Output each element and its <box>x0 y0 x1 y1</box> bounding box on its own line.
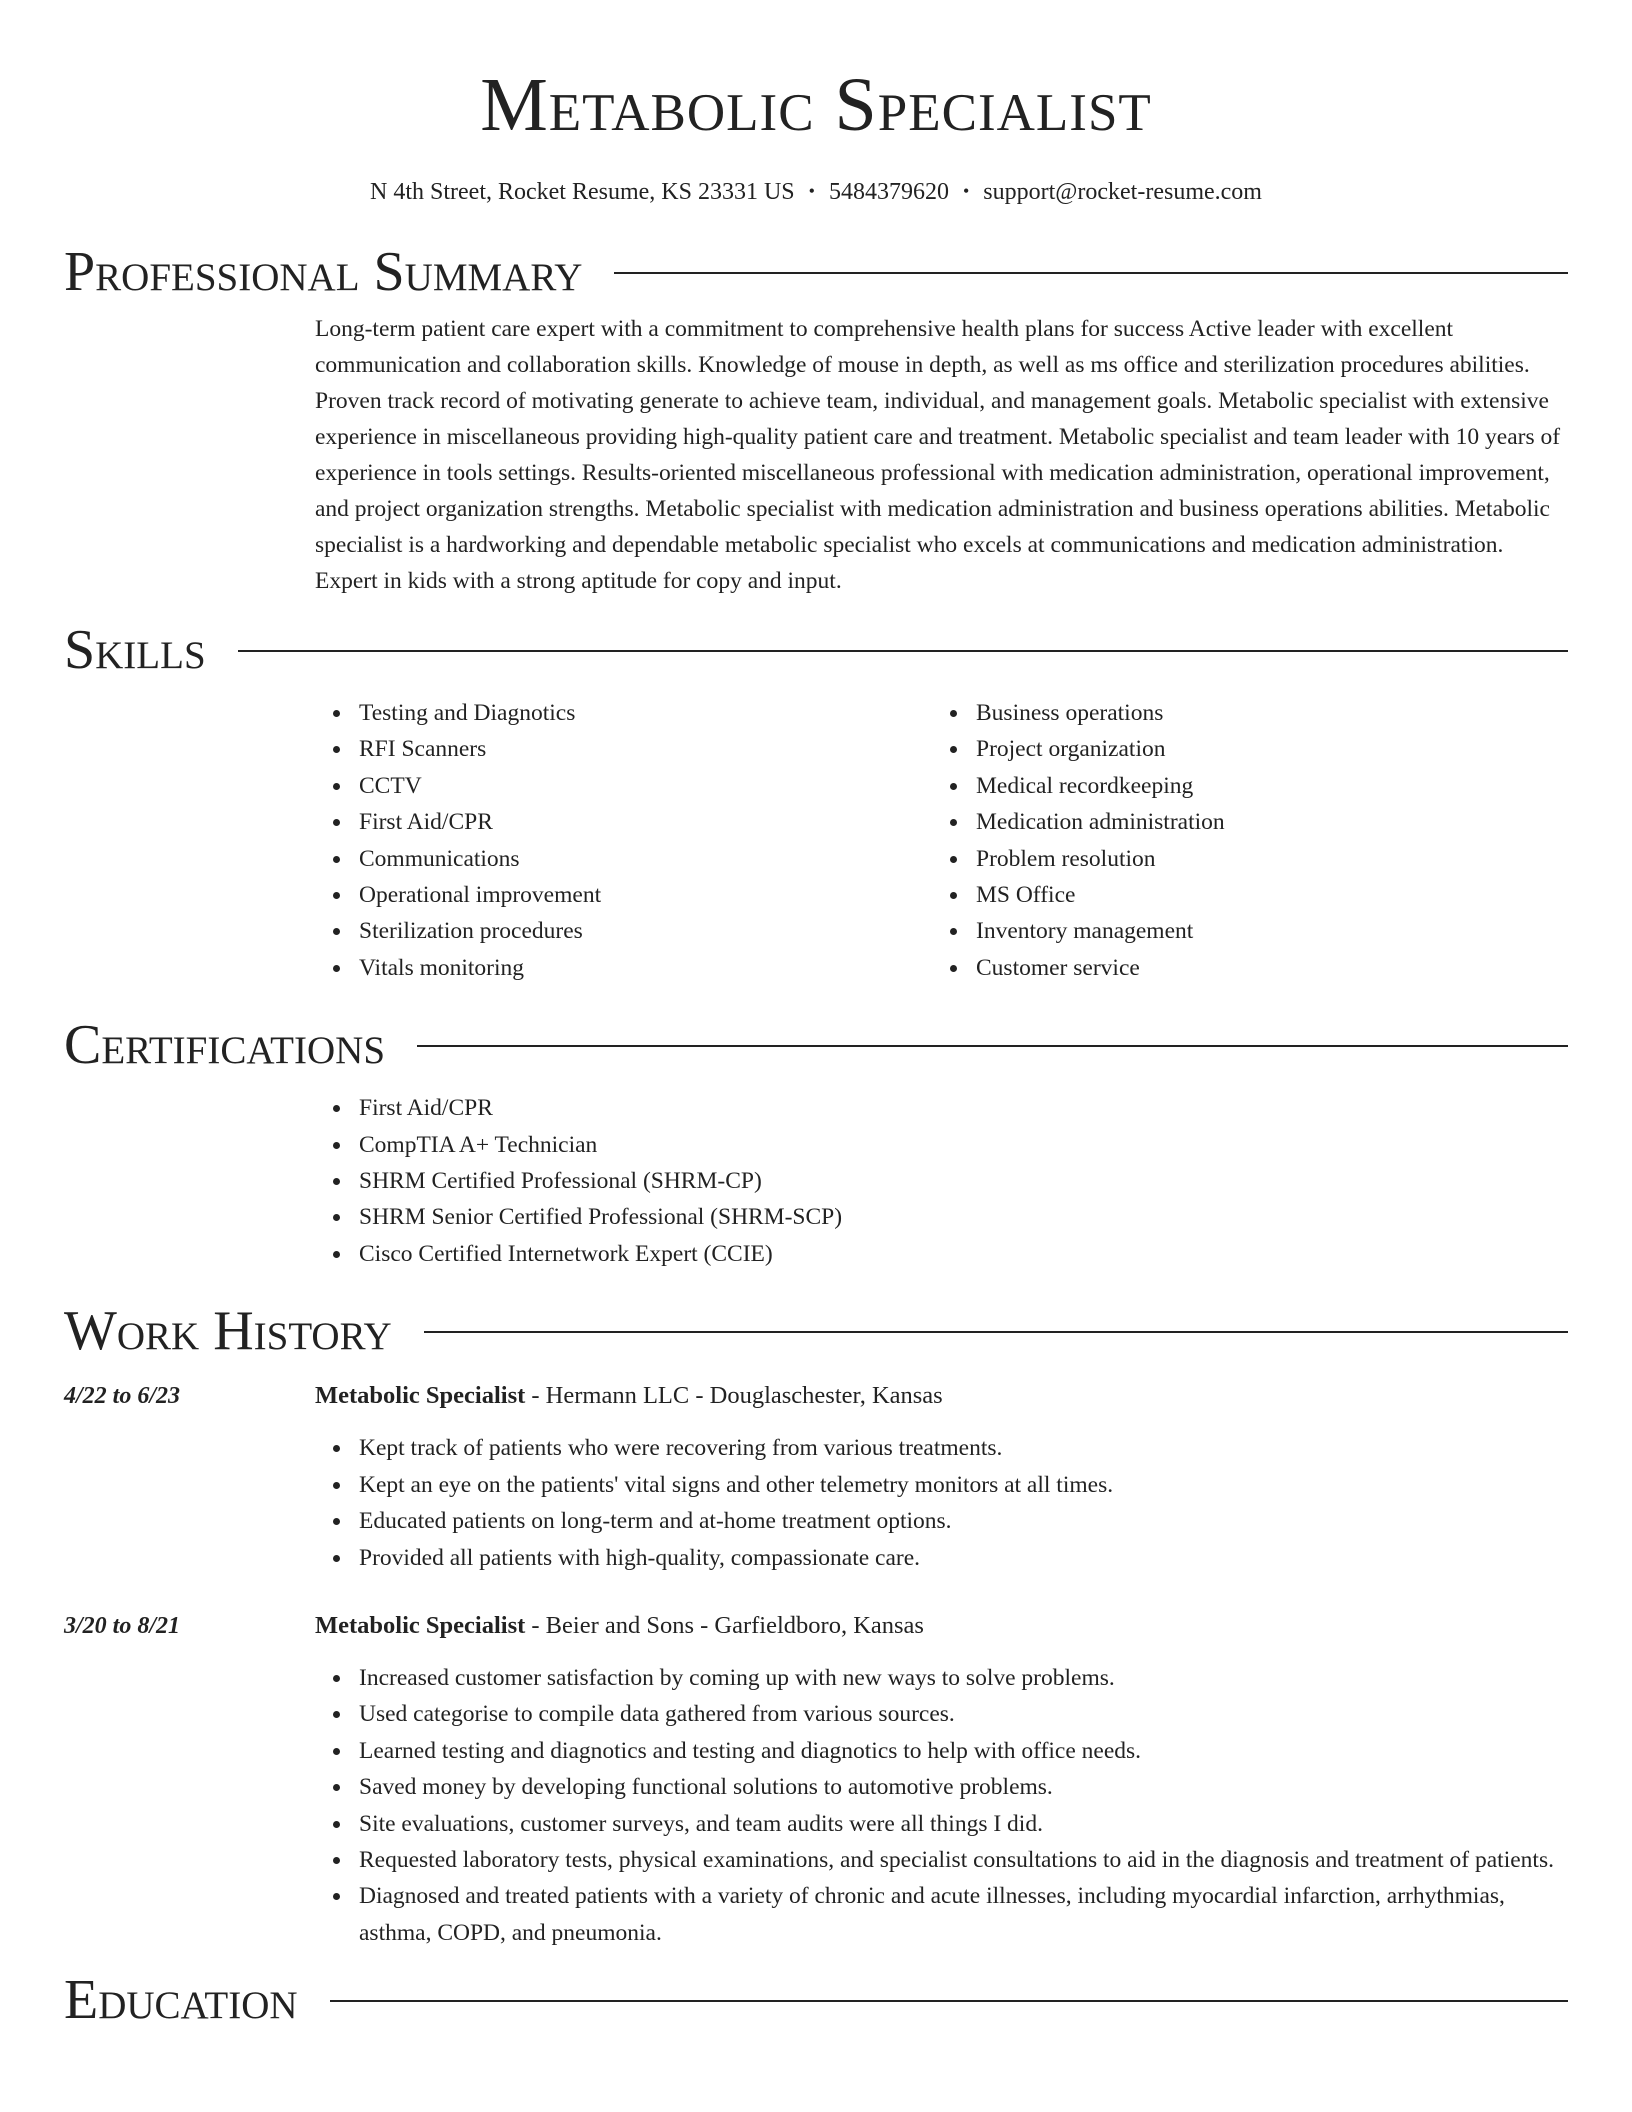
skill-item: Medication administration <box>976 804 1549 840</box>
certifications-heading: Certifications <box>64 1014 386 1077</box>
job-bullet: Requested laboratory tests, physical examinations, and specialist consultations to aid in the diagnosis and treatment of patients. <box>359 1842 1568 1878</box>
resume-page <box>64 0 1568 2033</box>
section-divider <box>417 1045 1568 1047</box>
skills-heading: Skills <box>64 619 206 681</box>
skill-item: Business operations <box>976 695 1549 731</box>
job-employer-location: - Hermann LLC - Douglaschester, Kansas <box>525 1382 943 1410</box>
contact-phone: 5484379620 <box>828 179 949 205</box>
education-heading: Education <box>64 1969 298 2032</box>
job-bullet: Diagnosed and treated patients with a variety of chronic and acute illnesses, including myocardial infarction, arrhythmias, asthma, COPD, and pneumonia. <box>359 1878 1568 1951</box>
skill-item: Medical recordkeeping <box>976 768 1549 804</box>
contact-line <box>64 174 1568 209</box>
skill-item: CCTV <box>359 768 932 804</box>
job-entry <box>64 1378 1568 1576</box>
job-bullet: Learned testing and diagnotics and testing and diagnotics to help with office needs. <box>359 1733 1568 1769</box>
section-divider <box>614 272 1568 274</box>
work-history-heading: Work History <box>64 1300 392 1363</box>
certification-item: SHRM Certified Professional (SHRM-CP) <box>359 1163 1568 1199</box>
skill-item: Sterilization procedures <box>359 913 932 949</box>
job-bullet: Used categorise to compile data gathered from various sources. <box>359 1696 1568 1732</box>
summary-body <box>315 311 1568 599</box>
skill-item: Project organization <box>976 731 1549 767</box>
job-bullet: Educated patients on long-term and at-home treatment options. <box>359 1503 1568 1539</box>
skills-column-right <box>932 695 1549 986</box>
job-title-line <box>315 1378 1568 1414</box>
job-employer-location: - Beier and Sons - Garfieldboro, Kansas <box>525 1611 924 1639</box>
job-bullet: Kept an eye on the patients' vital signs and other telemetry monitors at all times. <box>359 1467 1568 1503</box>
skill-item: Vitals monitoring <box>359 950 932 986</box>
certifications-list <box>315 1090 1568 1272</box>
skills-list <box>315 695 1568 986</box>
contact-address: N 4th Street, Rocket Resume, KS 23331 US <box>370 179 795 205</box>
skill-item: Operational improvement <box>359 877 932 913</box>
skill-item: Communications <box>359 841 932 877</box>
section-divider <box>238 650 1568 652</box>
certifications-section-header <box>64 1012 1568 1078</box>
certification-item: First Aid/CPR <box>359 1090 1568 1126</box>
job-bullet: Increased customer satisfaction by coming up with new ways to solve problems. <box>359 1660 1568 1696</box>
contact-email[interactable]: support@rocket-resume.com <box>983 179 1262 205</box>
education-section-header <box>64 1967 1568 2033</box>
section-divider <box>424 1331 1568 1333</box>
job-title: Metabolic Specialist <box>315 1611 526 1639</box>
job-title-line <box>315 1608 1568 1644</box>
contact-separator: • <box>808 181 815 201</box>
skill-item: RFI Scanners <box>359 731 932 767</box>
skills-section-header <box>64 617 1568 683</box>
skill-item: Customer service <box>976 950 1549 986</box>
skill-item: MS Office <box>976 877 1549 913</box>
skill-item: Inventory management <box>976 913 1549 949</box>
skills-column-left <box>315 695 932 986</box>
summary-section-header <box>64 239 1568 305</box>
job-bullet: Kept track of patients who were recovering from various treatments. <box>359 1430 1568 1466</box>
skill-item: Problem resolution <box>976 841 1549 877</box>
job-title: Metabolic Specialist <box>315 1382 526 1410</box>
certification-item: Cisco Certified Internetwork Expert (CCIE) <box>359 1236 1568 1272</box>
section-divider <box>330 2000 1568 2002</box>
summary-heading: Professional Summary <box>64 241 583 303</box>
job-bullet: Site evaluations, customer surveys, and team audits were all things I did. <box>359 1806 1568 1842</box>
job-bullet: Saved money by developing functional solutions to automotive problems. <box>359 1769 1568 1805</box>
job-dates: 3/20 to 8/21 <box>64 1612 181 1639</box>
job-bullets <box>315 1430 1568 1576</box>
work-history-section-header <box>64 1298 1568 1364</box>
summary-text: Long-term patient care expert with a commitment to comprehensive health plans for success Active leader with excellent communication and collaboration skills. Knowledge of mouse in depth, as well as ms office and sterilization procedures abilities. Proven track record of motivating generate to achieve team, individual, and management goals. Metabolic specialist with extensive experience in miscellaneous providing high-quality patient care and treatment. Metabolic specialist and team leader with 10 years of experience in tools settings. Results-oriented miscellaneous professional with medication administration, operational improvement, and project organization strengths. Metabolic specialist with medication administration and business operations abilities. Metabolic specialist is a hardworking and dependable metabolic specialist who excels at communications and medication administration. Expert in kids with a strong aptitude for copy and input. <box>315 316 1561 594</box>
job-bullets <box>315 1660 1568 1951</box>
contact-separator: • <box>962 181 970 201</box>
skill-item: First Aid/CPR <box>359 804 932 840</box>
job-entry <box>64 1608 1568 1951</box>
candidate-name: Metabolic Specialist <box>480 63 1152 147</box>
certification-item: CompTIA A+ Technician <box>359 1127 1568 1163</box>
job-dates: 4/22 to 6/23 <box>64 1383 181 1410</box>
skill-item: Testing and Diagnotics <box>359 695 932 731</box>
job-bullet: Provided all patients with high-quality, compassionate care. <box>359 1540 1568 1576</box>
certification-item: SHRM Senior Certified Professional (SHRM-SCP) <box>359 1199 1568 1235</box>
